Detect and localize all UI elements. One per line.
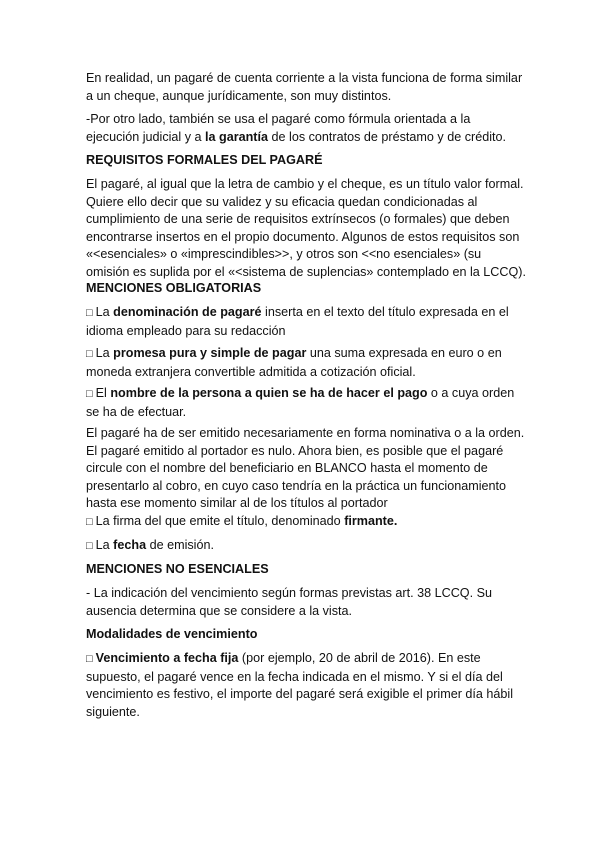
item-text: El xyxy=(95,386,111,400)
bold-term: promesa pura y simple de pagar xyxy=(113,346,307,360)
paragraph-text: (por ejemplo, 20 de abril de 2016). En este supuesto, el pagaré vence en la fecha indicada en el mismo. Y si el día del vencimiento es festivo, el importe del pagaré será exigible el primer día hábil siguiente. xyxy=(86,651,514,719)
paragraph-vencimiento: - La indicación del vencimiento según formas previstas art. 38 LCCQ. Su ausencia determina que se considere a la vista. xyxy=(86,586,492,618)
paragraph-guarantee xyxy=(86,111,526,146)
paragraph-text: -Por otro lado, también se usa el pagaré como fórmula orientada a la ejecución judicial y a xyxy=(86,112,471,144)
checkbox-bullet-icon: □ xyxy=(86,653,93,665)
bold-term: fecha xyxy=(113,538,147,552)
mention-item-firma xyxy=(86,513,526,532)
item-text: La xyxy=(95,305,114,319)
heading-requisitos: REQUISITOS FORMALES DEL PAGARÉ xyxy=(86,153,323,167)
checkbox-bullet-icon: □ xyxy=(86,307,93,319)
heading-menciones-no-esenciales: MENCIONES NO ESENCIALES xyxy=(86,562,269,576)
paragraph-requisitos: El pagaré, al igual que la letra de cambio y el cheque, es un título valor formal. Quiere ello decir que su validez y su eficacia quedan condicionadas al cumplimiento de una serie de requisitos extrínsecos (o formales) que deben encontrarse insertos en el propio documento. Algunos de estos requisitos son «<esenciales» o «imprescindibles>>, y otros son <<no esenciales» (su omisión es suplida por el «<sistema de suplencias» contemplado en la LCCQ). xyxy=(86,177,526,279)
item-text: La xyxy=(95,346,114,360)
paragraph-fecha-fija xyxy=(86,650,526,721)
item-text: o a cuya orden se ha de efectuar. xyxy=(86,386,515,419)
heading-modalidades: Modalidades de vencimiento xyxy=(86,627,258,641)
mention-item-fecha xyxy=(86,537,526,556)
bold-term: Vencimiento a fecha fija xyxy=(95,651,239,665)
paragraph-text: de los contratos de préstamo y de crédito. xyxy=(268,129,507,144)
mention-item-denominacion xyxy=(86,304,526,340)
paragraph-nominativa: El pagaré ha de ser emitido necesariamente en forma nominativa o a la orden. El pagaré emitido al portador es nulo. Ahora bien, es posible que el pagaré circule con el nombre del beneficiario en BLANCO hasta el momento de presentarlo al cobro, en cuyo caso tendría en la práctica un funcionamiento hasta ese momento similar al de los títulos al portador xyxy=(86,426,525,511)
bold-term: la garantía xyxy=(205,129,269,144)
bold-term: firmante. xyxy=(344,514,398,528)
mention-item-beneficiario xyxy=(86,385,526,421)
bold-term: nombre de la persona a quien se ha de hacer el pago xyxy=(110,386,428,400)
item-text: de emisión. xyxy=(146,538,214,552)
mention-item-promesa xyxy=(86,345,526,381)
heading-menciones-obligatorias: MENCIONES OBLIGATORIAS xyxy=(86,281,262,295)
checkbox-bullet-icon: □ xyxy=(86,348,93,360)
item-text: La firma del que emite el título, denominado xyxy=(95,514,345,528)
paragraph-intro: En realidad, un pagaré de cuenta corriente a la vista funciona de forma similar a un cheque, aunque jurídicamente, son muy distintos. xyxy=(86,71,523,103)
item-text: una suma expresada en euro o en moneda extranjera convertible admitida a cotización oficial. xyxy=(86,346,502,379)
checkbox-bullet-icon: □ xyxy=(86,388,93,400)
bold-term: denominación de pagaré xyxy=(113,305,262,319)
item-text: La xyxy=(95,538,114,552)
checkbox-bullet-icon: □ xyxy=(86,516,93,528)
checkbox-bullet-icon: □ xyxy=(86,540,93,552)
item-text: inserta en el texto del título expresada en el idioma empleado para su redacción xyxy=(86,305,509,338)
